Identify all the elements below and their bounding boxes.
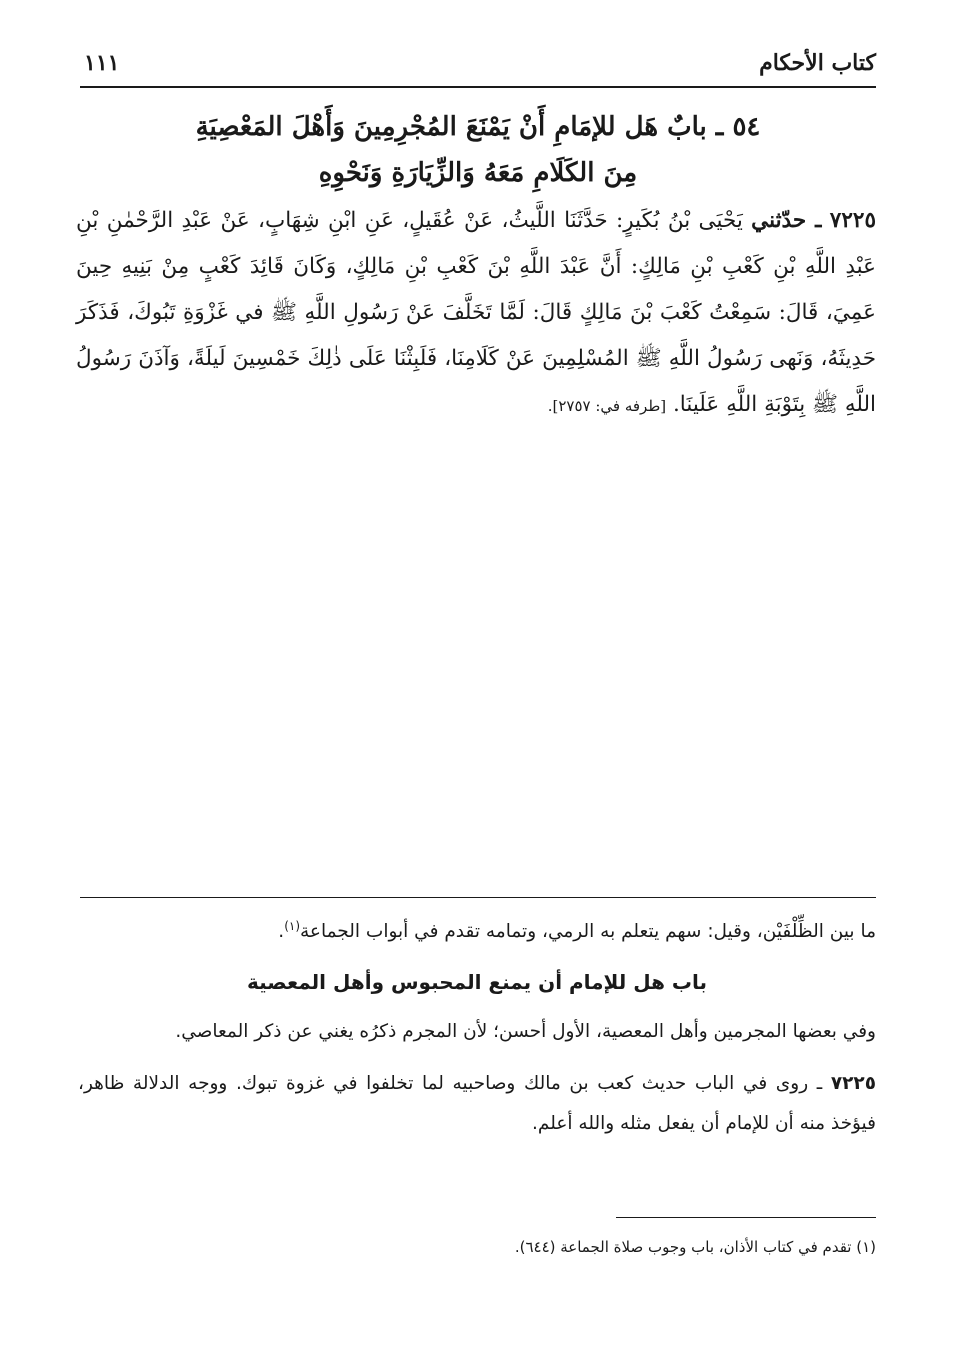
hadith-number: ٧٢٢٥	[829, 208, 876, 233]
commentary-paragraph-2: وفي بعضها المجرمين وأهل المعصية، الأول أحسن؛ لأن المجرم ذكرُه يغني عن ذكر المعاصي.	[175, 1021, 876, 1042]
commentary-hadith-number: ٧٢٢٥	[830, 1073, 876, 1094]
commentary-divider	[80, 897, 876, 898]
hadith-text	[76, 198, 876, 429]
hadith-body: يَحْيَى بْنُ بُكَيرٍ: حَدَّثَنَا اللَّيثُ، عَنْ عُقَيلٍ، عَنِ ابْنِ شِهَابٍ، عَنْ عَبْدِ الرَّحْمٰنِ بْنِ عَبْدِ اللَّهِ بْنِ كَعْبِ بْنِ مَالِكٍ: أَنَّ عَبْدَ اللَّهِ بْنَ كَعْبِ بْنِ مَالِكٍ، وَكَانَ قَائِدَ كَعْبٍ مِنْ بَنِيهِ حِينَ عَمِيَ، قَالَ: سَمِعْتُ كَعْبَ بْنَ مَالِكٍ قَالَ: لَمَّا تَخَلَّفَ عَنْ رَسُولِ اللَّهِ ﷺ في غَزْوَةِ تَبُوكَ، فَذَكَرَ حَدِيثَهُ، وَنَهى رَسُولُ اللَّهِ ﷺ المُسْلِمِينَ عَنْ كَلَامِنَا، فَلَبِثْنَا عَلَى ذٰلِكَ خَمْسِينَ لَيلَةً، وَآذَنَ رَسُولُ اللَّهِ ﷺ بِتَوْبَةِ اللَّهِ عَلَينَا.	[76, 208, 876, 417]
chapter-heading-line-2: مِنَ الكَلَامِ مَعَهُ وَالزِّيَارَةِ وَنَحْوِهِ	[318, 158, 638, 188]
chapter-heading	[80, 104, 876, 196]
hadith-cross-reference: [طرفه في: ٢٧٥٧].	[547, 397, 667, 415]
chapter-heading-line-1: ٥٤ ـ بابٌ هَل للإمَامِ أَنْ يَمْنَعَ المُجْرِمِينَ وَأَهْلَ المَعْصِيَةِ	[195, 112, 761, 142]
commentary-paragraph-3-text: ـ روى في الباب حديث كعب بن مالك وصاحبيه لما تخلفوا في غزوة تبوك. ووجه الدلالة ظاهر، فيؤخذ منه أن للإمام أن يفعل مثله والله أعلم.	[78, 1073, 876, 1134]
commentary-paragraph-1	[78, 912, 876, 952]
commentary-paragraph-1-end: .	[278, 921, 285, 942]
footnote-marker: (١)	[284, 918, 301, 933]
page-number: ١١١	[84, 50, 120, 76]
commentary-sub-heading: باب هل للإمام أن يمنع المحبوس وأهل المعصية	[246, 970, 708, 994]
commentary-paragraph-3	[78, 1064, 876, 1144]
page-header	[80, 44, 876, 88]
footnote-divider	[616, 1217, 876, 1218]
hadith-lead: ـ حدّثني	[751, 208, 822, 233]
commentary-section	[78, 912, 876, 1144]
running-title: كتاب الأحكام	[759, 50, 876, 76]
footnote: (١) تقدم في كتاب الأذان، باب وجوب صلاة الجماعة (٦٤٤).	[514, 1238, 876, 1256]
commentary-paragraph-1-text: ما بين الظِّلْفَيْن، وقيل: سهم يتعلم به الرمي، وتمامه تقدم في أبواب الجماعة	[300, 921, 876, 942]
